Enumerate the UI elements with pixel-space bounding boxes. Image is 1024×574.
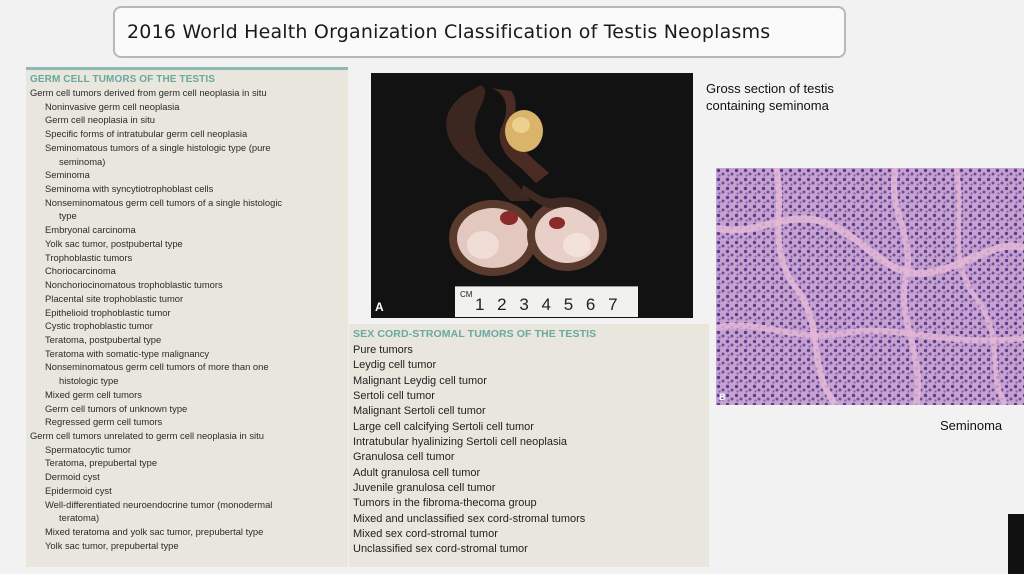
germ-table-item: Nonseminomatous germ cell tumors of a single histologic (45, 196, 283, 208)
gross-specimen-image (371, 73, 693, 318)
germ-table-item: Spermatocytic tumor (45, 443, 131, 455)
sex-table-item: Pure tumors (353, 344, 413, 356)
germ-table-item: Nonseminomatous germ cell tumors of more than one (45, 361, 269, 373)
sex-table-heading: SEX CORD-STROMAL TUMORS OF THE TESTIS (353, 328, 597, 340)
germ-table-item: Specific forms of intratubular germ cell neoplasia (45, 128, 248, 140)
histology-panel-letter: B (719, 392, 726, 402)
sex-table-item: Granulosa cell tumor (353, 451, 455, 464)
germ-table-item: Epidermoid cyst (45, 484, 112, 496)
sex-table-item: Adult granulosa cell tumor (353, 466, 481, 479)
slide-title: 2016 World Health Organization Classification of Testis Neoplasms (127, 21, 771, 43)
germ-table-heading: GERM CELL TUMORS OF THE TESTIS (30, 74, 216, 85)
germ-table-item: Placental site trophoblastic tumor (45, 292, 184, 304)
histology-texture (716, 168, 1024, 405)
slide-title-box (113, 6, 846, 58)
sex-table-item: Intratubular hyalinizing Sertoli cell neoplasia (353, 436, 568, 449)
gross-section-caption: Gross section of testis containing seminoma (706, 81, 834, 113)
germ-table-item: Well-differentiated neuroendocrine tumor (monodermal (45, 498, 273, 510)
sex-table-item: Tumors in the fibroma-thecoma group (353, 497, 537, 510)
germ-table-item: teratoma) (59, 512, 100, 524)
seminoma-histology-image (716, 168, 1024, 405)
germ-table-item: Seminoma with syncytiotrophoblast cells (45, 183, 214, 195)
germ-table-item: Teratoma, postpubertal type (45, 333, 162, 345)
germ-table-item: type (59, 210, 77, 222)
gross-testis-photo (371, 73, 693, 318)
sex-table-item: Large cell calcifying Sertoli cell tumor (353, 420, 534, 433)
germ-table-item: Dermoid cyst (45, 471, 100, 483)
ruler-numbers: 1 2 3 4 5 6 7 (475, 295, 622, 314)
germ-table-item: Teratoma with somatic-type malignancy (45, 347, 210, 359)
germ-table-item: Choriocarcinoma (45, 265, 116, 277)
germ-table-item: Germ cell neoplasia in situ (45, 114, 155, 126)
sex-table-item: Leydig cell tumor (353, 359, 437, 372)
germ-table-item: Nonchoriocinomatous trophoblastic tumors (45, 279, 223, 291)
germ-table-item: Seminoma (45, 169, 90, 181)
germ-table-item: seminoma) (59, 155, 106, 167)
germ-table-item: Regressed germ cell tumors (45, 416, 163, 428)
sex-table-item: Malignant Sertoli cell tumor (353, 405, 486, 418)
sex-table-list (353, 343, 709, 558)
germ-table-item: Germ cell tumors unrelated to germ cell neoplasia in situ (30, 429, 264, 441)
germ-table-item: Trophoblastic tumors (45, 251, 133, 263)
sex-table-item: Mixed and unclassified sex cord-stromal tumors (353, 512, 586, 525)
germ-table-item: Yolk sac tumor, prepubertal type (45, 539, 179, 551)
germ-cell-tumor-table (26, 67, 348, 567)
seminoma-caption: Seminoma (940, 418, 1003, 433)
germ-table-item: Teratoma, prepubertal type (45, 457, 158, 469)
gross-panel-letter: A (375, 300, 384, 314)
germ-table-item: Yolk sac tumor, postpubertal type (45, 237, 183, 249)
germ-table-item: Mixed teratoma and yolk sac tumor, prepubertal type (45, 526, 264, 537)
sex-table-item: Mixed sex cord-stromal tumor (353, 528, 498, 541)
sex-table-item: Sertoli cell tumor (353, 390, 435, 403)
germ-table-item: Epithelioid trophoblastic tumor (45, 306, 171, 318)
corner-decoration (1008, 514, 1024, 574)
germ-table-item: Germ cell tumors derived from germ cell neoplasia in situ (30, 87, 267, 98)
germ-table-item: Embryonal carcinoma (45, 224, 136, 236)
germ-table-item: Cystic trophoblastic tumor (45, 320, 153, 332)
sex-cord-stromal-table (349, 324, 709, 567)
ruler-unit-label: CM (460, 290, 473, 299)
germ-table-item: histologic type (59, 375, 119, 387)
germ-table-item: Noninvasive germ cell neoplasia (45, 100, 180, 112)
germ-table-list (30, 86, 348, 552)
germ-table-item: Seminomatous tumors of a single histologic type (pure (45, 141, 271, 153)
germ-table-item: Mixed germ cell tumors (45, 388, 142, 400)
sex-table-item: Unclassified sex cord-stromal tumor (353, 543, 528, 556)
measurement-ruler (455, 286, 638, 317)
sex-table-item: Malignant Leydig cell tumor (353, 374, 487, 387)
germ-table-item: Germ cell tumors of unknown type (45, 402, 188, 414)
sex-table-item: Juvenile granulosa cell tumor (353, 482, 496, 495)
